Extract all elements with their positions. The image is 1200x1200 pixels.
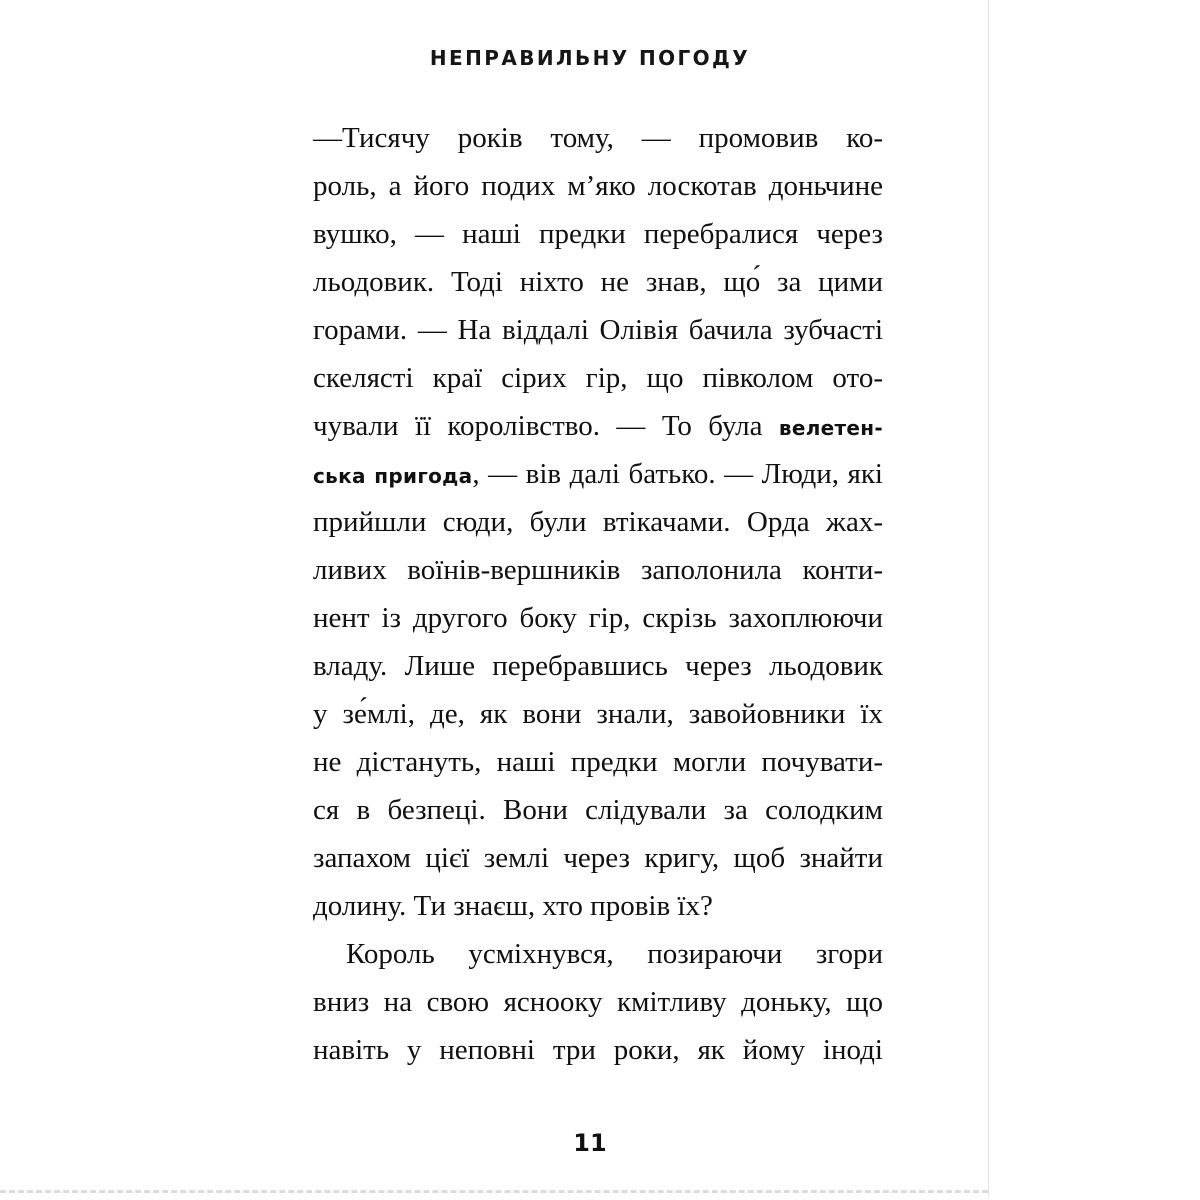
text-line: нент із другого боку гір, скрізь захоплюючи	[313, 602, 883, 634]
page-number: 11	[573, 1129, 607, 1157]
text-line: вниз на свою яснооку кмітливу доньку, що	[313, 986, 883, 1018]
text-line-with-emphasis	[313, 450, 883, 498]
emphasized-text: велетен-	[778, 416, 883, 440]
text-line: вушко, — наші предки перебралися через	[313, 218, 883, 250]
emphasized-text: ська пригода	[313, 464, 473, 488]
text-line: Король усміхнувся, позираючи згори	[346, 938, 883, 970]
text-run: чували її королівство. — То була	[313, 410, 779, 442]
text-line: прийшли сюди, були втікачами. Орда жах-	[313, 506, 883, 538]
text-line: льодовик. Тоді ніхто не знав, що́ за цими	[313, 266, 883, 298]
text-line: владу. Лише перебравшись через льодовик	[313, 650, 883, 682]
text-line: навіть у неповні три роки, як йому іноді	[313, 1034, 883, 1066]
text-line: ливих воїнів-вершників заполонила конти-	[313, 554, 883, 586]
text-line: ся в безпеці. Вони слідували за солодким	[313, 794, 883, 826]
text-line: скелясті краї сірих гір, що півколом ото-	[313, 362, 883, 394]
text-line: не дістануть, наші предки могли почувати-	[313, 746, 883, 778]
text-line: запахом цієї землі через кригу, щоб знайти	[313, 842, 883, 874]
text-line: роль, а його подих м’яко лоскотав доньчине	[313, 170, 883, 202]
text-line: —Тисячу років тому, — промовив ко-	[313, 122, 883, 154]
text-line: у зе́млі, де, як вони знали, завойовники їх	[313, 698, 883, 730]
text-line: долину. Ти знаєш, хто провів їх?	[313, 890, 713, 922]
running-head: НЕПРАВИЛЬНУ ПОГОДУ	[429, 46, 751, 70]
text-line: горами. — На віддалі Олівія бачила зубчасті	[313, 314, 883, 346]
text-line-with-emphasis	[313, 402, 883, 450]
page-bottom-edge	[0, 1190, 988, 1193]
text-run: , — вів далі батько. — Люди, які	[472, 458, 883, 490]
